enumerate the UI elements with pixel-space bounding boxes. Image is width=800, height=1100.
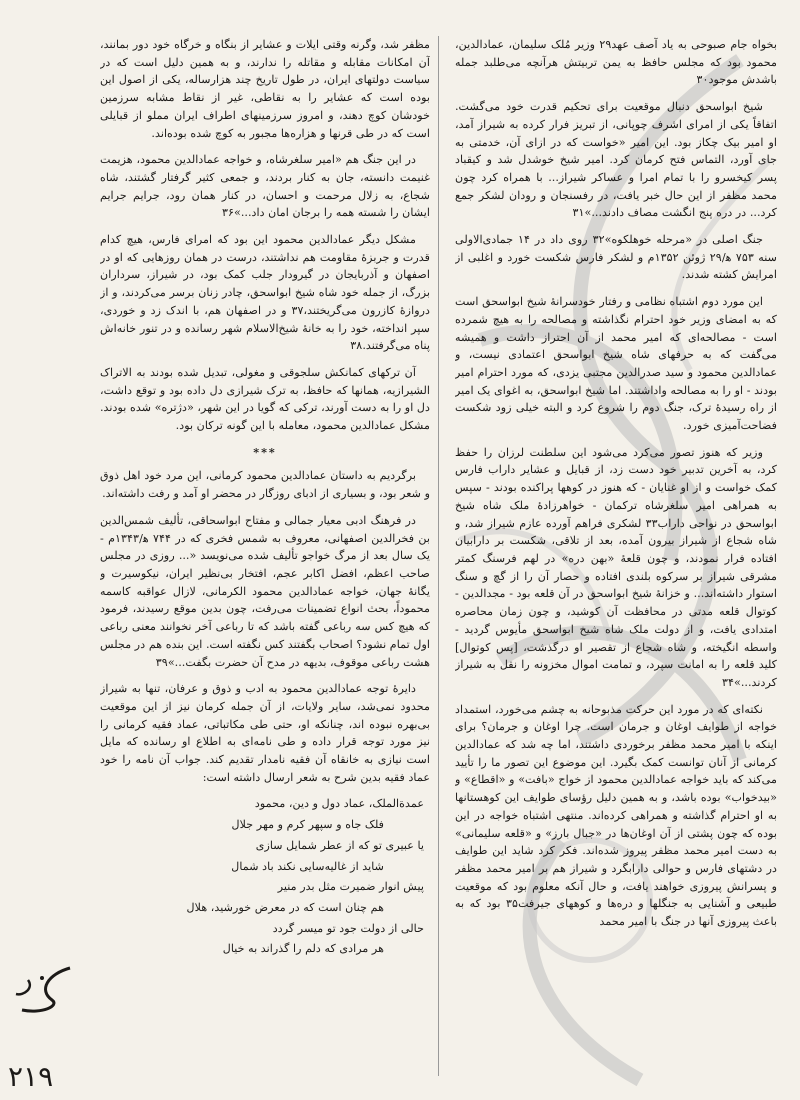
paragraph: در این جنگ هم «امیر سلغرشاه، و خواجه عمادالدین محمود، هزیمت غنیمت دانسته، جان به کنار بردند، و جمعی کثیر گرفتار گشتند، شاه شجاع، به زلال مرحمت و احسان، در کنار همان رود، جرایم جرایم ایشان را شسته همه را برجان امان داد...»۳۶ <box>100 153 430 220</box>
paragraph: در فرهنگ ادبی معیار جمالی و مفتاح ابواسحاقی، تألیف شمس‌الدین بن فخرالدین اصفهانی، معروف به شمس فخری که در ۷۴۴ ه‍/۱۳۴۳م - یک سال بعد از مرگ خواجو تألیف شده می‌نویسد «... روزی در مجلس صاحب اعظم، افضل اکابر عجم، افتخار بی‌نظیر ایران، نیکوسیرت و یگانهٔ جهان، خواجه عمادالدین محمود الکرمانی، لازال عواقبه کاسمه محموداً، بحث انواع تضمینات می‌رفت، چون بدین موقع رسیدند، فرمود که هیچ کس سه رباعی گفته باشد که تا رباعی آخر نخوانند معنی رباعی اول تمام نشود؟ اصحاب بگفتند کس نگفته است. این بنده هم در مجلس هشت رباعی موقوف، بدیهه در مدح آن حضرت بگفت...»۳۹ <box>100 513 430 669</box>
section-separator: *** <box>253 444 277 459</box>
left-column <box>100 36 430 1056</box>
paragraph: برگردیم به داستان عمادالدین محمود کرمانی، این مرد خود اهل ذوق و شعر بود، و بسیاری از ادبای روزگار در محضر او آمد و رفت داشته‌اند. <box>100 469 430 501</box>
paragraph: مظفر شد، وگرنه وقتی ایلات و عشایر از بنگاه و خرگاه خود دور بمانند، آن امکانات مقابله و مقاتله را ندارند، و به همین دلیل است که در سیاست دولتهای ایران، در طول تاریخ چند هزارساله، یکی از اصول این بوده است که عشایر را به نقاطی، غیر از نقاط مشابه سرزمین خودشان کوچ دهند، و امروز سرزمینهای اطراف ایران مملو از قبایلی است که در طی قرنها و هزاره‌ها مجبور به کوچ شده بوده‌اند. <box>100 38 430 140</box>
right-column <box>455 36 777 1076</box>
kerman-logo <box>8 960 80 1020</box>
paragraph: آن ترکهای کمانکش سلجوقی و مغولی، تبدیل شده بودند به الاتراک الشیرازیه، همانها که حافظ، به ترک شیرازی دل داده بود و توقع داشت، دل او را به دست آورند، ترکی که گویا در این شهر، «دژتره» شده بودند. مشکل عمادالدین محمود، معامله با این گونه ترکان بود. <box>100 365 430 433</box>
verse-line: شاید از غالیه‌سایی نکند باد شمال <box>231 859 384 873</box>
verse-line: هم چنان است که در معرض خورشید، هلال <box>186 900 384 914</box>
column-divider <box>438 36 439 1076</box>
paragraph: جنگ اصلی در «مرحله خوهلکوه»۳۲ روی داد در ۱۴ جمادی‌الاولی سنه ۷۵۳ ه‍/۲۹ ژوئن ۱۳۵۲م و لشکر فارس شکست خورد و اغلبی از امرایش کشته شدند. <box>455 233 777 282</box>
paragraph: شیخ ابواسحق دنبال موقعیت برای تحکیم قدرت خود می‌گشت. اتفاقاً یکی از امرای اشرف چوپانی، از تبریز فرار کرده به شیراز آمد، او امیر بیک چکاز بود. این امیر «خواست که در ازای آن، خدمتی به جای آورد، التماس فتح کرمان کرد. امیر شیخ خوشدل شد و کیقباد پسر کیخسرو را با تمام امرا و عساکر شیراز... با همراه کرد چون محمد مظفر از این حال خبر یافت، در رفسنجان و رودان لشکر جمع کرد... در دره پنج انگشت مصاف دادند...»۳۱ <box>455 100 777 220</box>
verse-line: عمدة‌الملک، عماد دول و دین، محمود <box>254 797 424 811</box>
page-number: ۲۱۹ <box>8 1060 54 1093</box>
paragraph: مشکل دیگر عمادالدین محمود این بود که امرای فارس، هیچ کدام قدرت و جربزهٔ مقاومت هم نداشتند، درست در همان روزهایی که او در اصفهان و آذربایجان در گیرودار جلب کمک بود، در شیراز، سرداران بزرگ، از جمله خود شاه شیخ ابواسحق، چادر زنان برسر می‌کردند، و از دروازهٔ کازرون می‌گریختند،۳۷ و در اصفهان هم، با اندک زد و خوردی، سپر انداخته، خود را به خانهٔ شیخ‌الاسلام شهر رسانده و در تنور خانه‌اش پناه می‌گرفتند.۳۸ <box>100 233 430 353</box>
paragraph: وزیر که هنوز تصور می‌کرد می‌شود این سلطنت لرزان را حفظ کرد، به آخرین تدبیر خود دست زد، از قبایل و عشایر داراب فارس کمک خواست و از او غنایان - که هنوز در کوهها پراکنده بودند - سپس به همراهی امیر سلغرشاه ترکمان - خواهرزادهٔ ملک شاه شیخ ابواسحق در نواحی داراب۳۳ لشکری فراهم آورده عازم شیراز شد، و شاه شجاع از شیراز بیرون آمده، بعد از تلاقی، شکست بر دارابیان افتاده فرار نمودند، و چون قلعهٔ «بهن دره» در لهم فرسنگ کمتر مشرقی شیراز بر سرکوه بلندی افتاده و حصار آن را از گچ و سنگ استوار داشته‌اند... و خزانهٔ شیخ ابواسحق در آن قلعه بود - مجدالدین - کوتوال قلعه مدتی در محافظت آن کوشید، و چون زمان محاصره امتدادی یافت، و از دولت ملک شاه شیخ ابواسحق مأیوس گردید - واسطه انگیخته، و شاه شجاع از تقصیر او درگذشت، [پس کوتوال] کلید قلعه را به امانت سپرد، و تمامت اموال مخزونه را نقل به شیراز کردند...»۳۴ <box>455 445 777 689</box>
verse-line: هر مرادی که دلم را گذراند به خیال <box>222 942 384 956</box>
paragraph: نکته‌ای که در مورد این حرکت مذبوحانه به چشم می‌خورد، استمداد خواجه از طوایف اوغان و جرمان است. چرا اوغان و جرمان؟ برای اینکه با امیر محمد مظفر برخوردی داشتند، اما چه شد که عمادالدین کرمانی از آنان توانست کمک بگیرد. این موضوع این تصور ما را تأیید می‌کند که باید خواجه عمادالدین محمود از خواج «بافت» و «اقطاع» و «بیدخواب» بوده باشد، و به همین دلیل رؤسای طوایف این کوهستانها به او احترام گذاشته و همراهی کرده‌اند. منتهی اشتباه خواجه در این بوده که چون پشتی از آن اوغان‌ها در «جبال بارز» و «قلعه سلیمانی» به دست امیر محمد مظفر پیروز شده‌اند. فکر کرد شاید این طوایف در دشتهای فارس و حوالی دارابگرد و شیراز هم بر امیر محمد مظفر و پسرانش پیروزی خواهند یافت، و حال آنکه معلوم بود که موقعیت طبیعی و آشنایی به جنگلها و دره‌ها و کوههای جیرفت۳۵ بود که به باعث پیروزی آنها در جنگ با امیر محمد <box>455 702 777 929</box>
verse-line: فلک جاه و سپهر کرم و مهر جلال <box>231 818 384 832</box>
verse-line: حالی از دولت جود تو میسر گردد <box>272 921 424 935</box>
paragraph: بخواه جام صبوحی به یاد آصف عهد۲۹ وزیر مُلک سلیمان، عمادالدین، محمود بود که مجلس حافظ به یمن تربیتش هرآنچه می‌طلبد جمله باشدش موجود۳۰ <box>455 38 777 87</box>
paragraph: دایرهٔ توجه عمادالدین محمود به ادب و ذوق و عرفان، تنها به شیراز محدود نمی‌شد، سایر ولایات، از آن جمله کرمان نیز از این موقعیت بی‌بهره نبوده اند، چنانکه او، حتی طی مکاتباتی، عماد فقیه کرمانی را نیز مورد توجه قرار داده و طی نامه‌ای به اطلاع او رسانده که مایل است نیازی به خانقاه آن فقیه نامدار تقدیم کند. جواب آن نامه را خود عماد فقیه بدین شرح به شعر ارسال داشته است: <box>100 682 430 784</box>
paragraph: این مورد دوم اشتباه نظامی و رفتار خودسرانهٔ شیخ ابواسحق است که به امضای وزیر خود احترام نگذاشته و مصالحه را به هیچ شمرده است - مصالحه‌ای که امیر محمد از آن احتراز داشت و همیشه می‌گفت که به حرفهای شاه شیخ ابواسحق اعتمادی نیست، و عمادالدین محمود و سید صدرالدین مجتبی یزدی، که مورد احترام امیر بودند - او را به مصالحه واداشتند. اما شیخ ابواسحق، به اغوای یک امیر از راه رسیدهٔ ترک، جنگ دوم را شروع کرد و البته خیلی زود شکست فضاحت‌آمیزی خورد. <box>455 295 777 433</box>
poem <box>100 795 430 958</box>
verse-line: پیش انوار ضمیرت مثل بدر منیر <box>277 880 424 894</box>
verse-line: یا عبیری تو که از عطر شمایل سازی <box>255 838 424 852</box>
